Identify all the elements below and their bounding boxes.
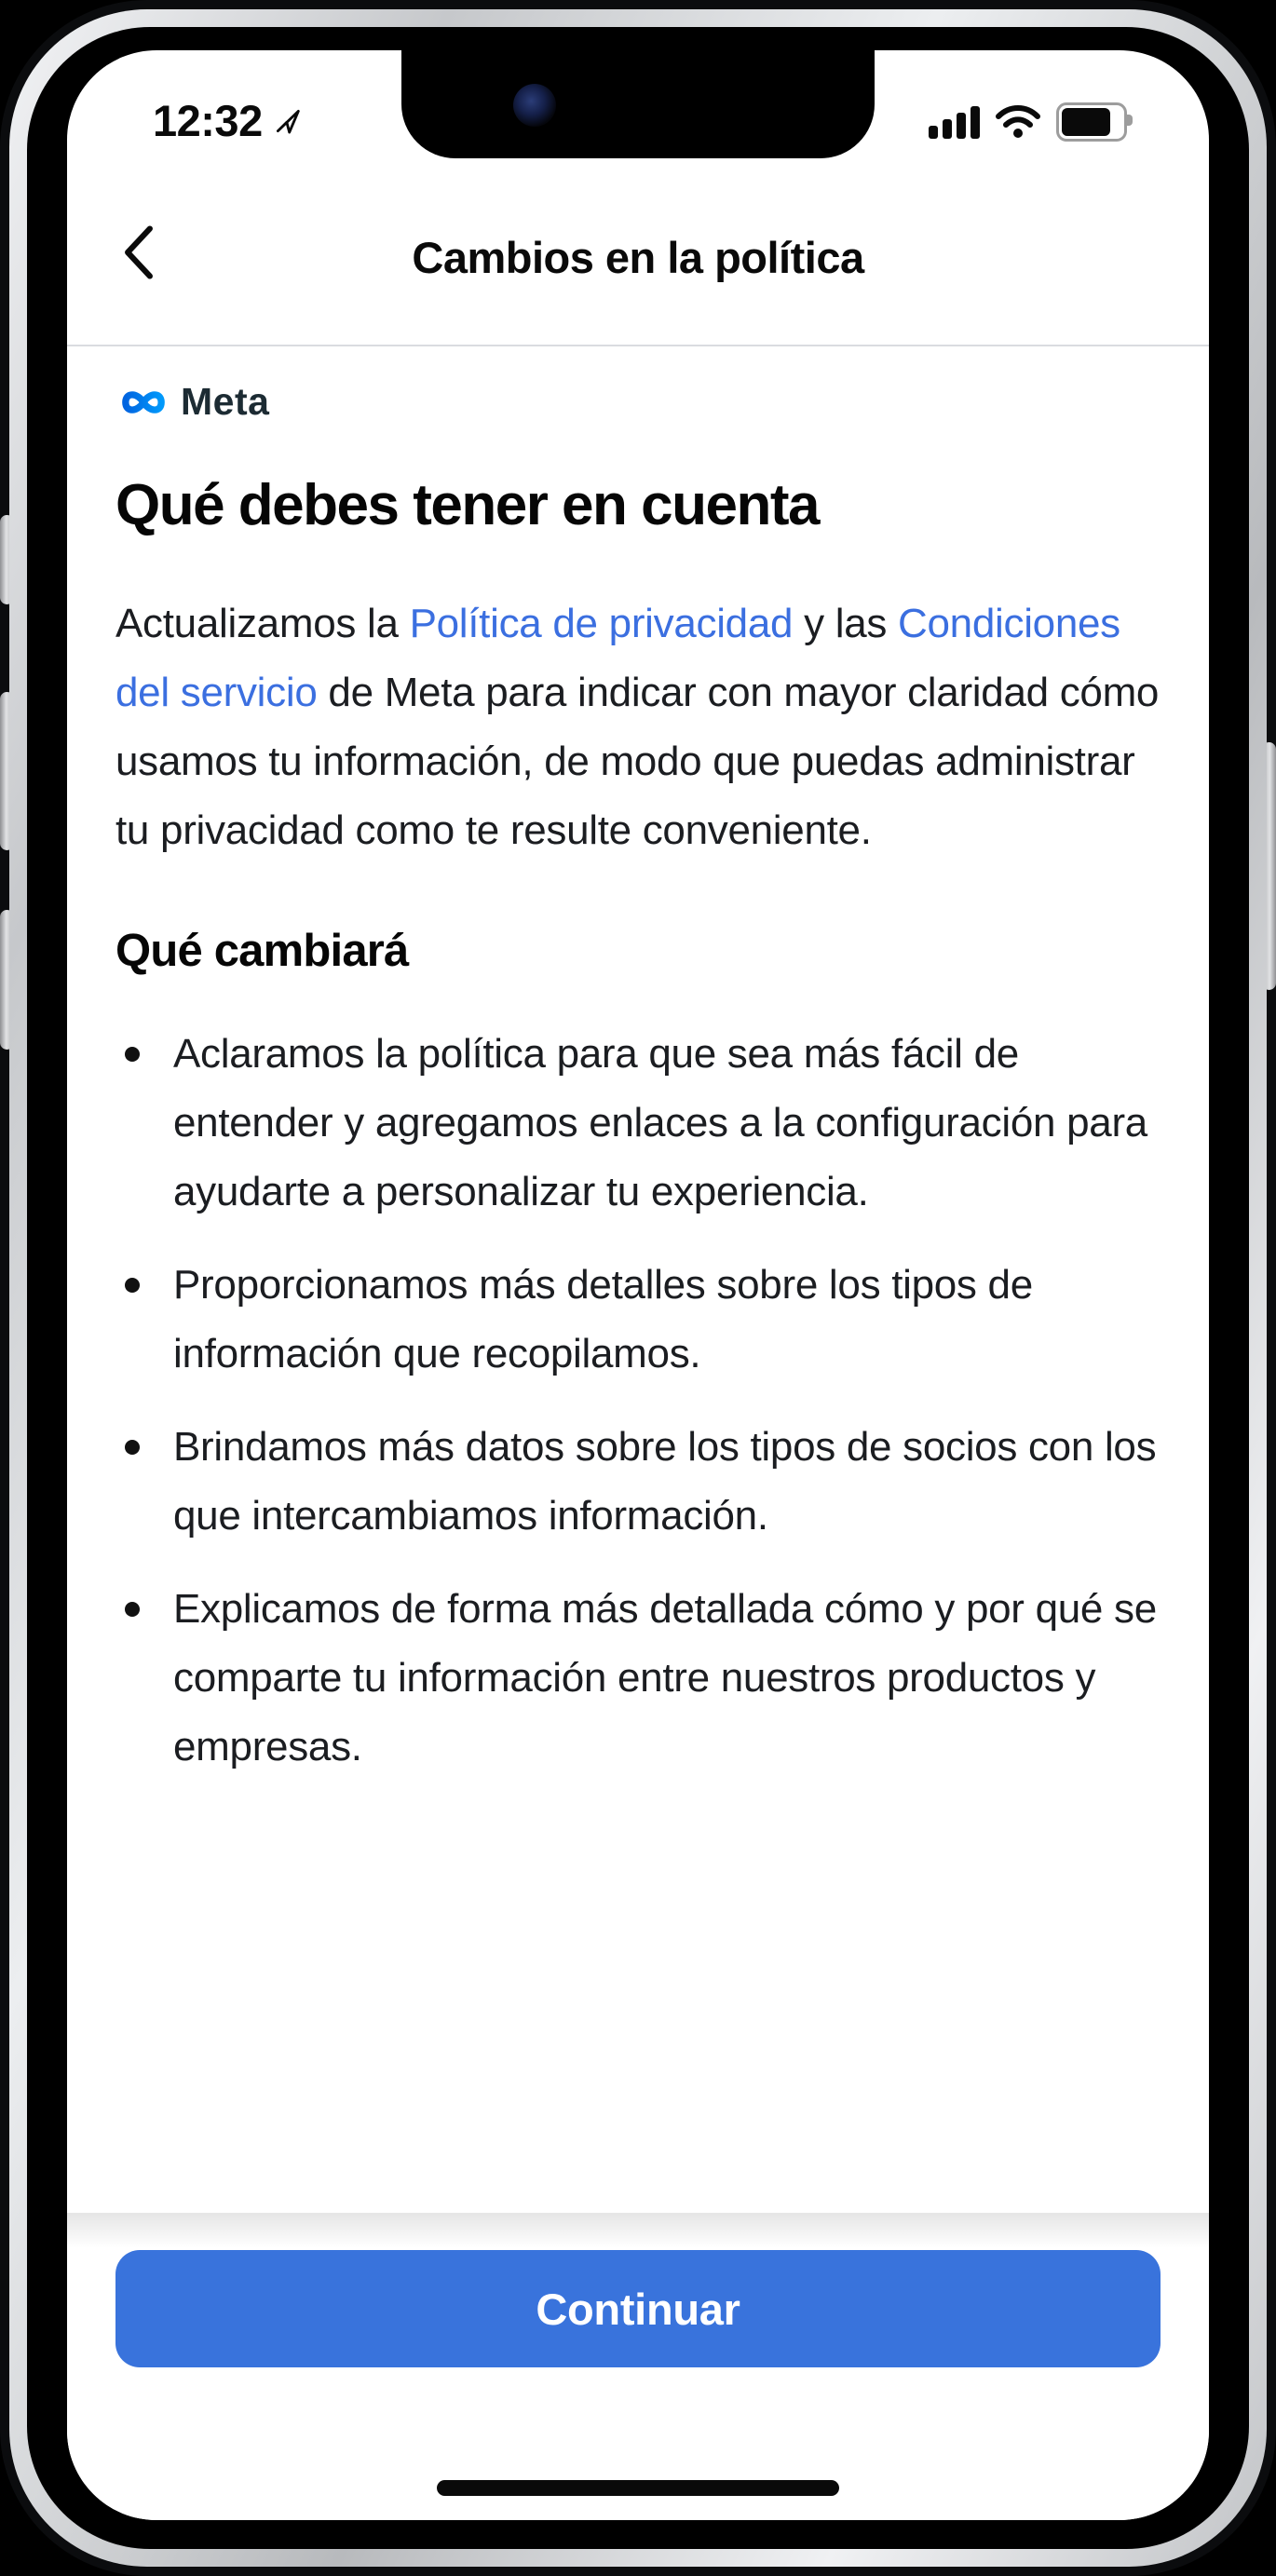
wifi-icon <box>995 104 1041 140</box>
intro-paragraph <box>115 590 1161 865</box>
continue-button-label: Continuar <box>536 2284 740 2334</box>
location-arrow-icon <box>272 105 304 137</box>
nav-bar <box>67 169 1209 346</box>
notch <box>401 50 875 158</box>
screen <box>67 50 1209 2520</box>
status-time: 12:32 <box>153 96 263 145</box>
page-title: Cambios en la política <box>412 232 864 282</box>
intro-text-1: Actualizamos la <box>115 601 410 646</box>
cellular-signal-icon <box>929 105 980 139</box>
list-item: Proporcionamos más detalles sobre los tipos de información que recopilamos. <box>115 1251 1161 1389</box>
meta-wordmark: Meta <box>181 380 270 423</box>
policy-content <box>67 380 1209 1782</box>
list-item: Explicamos de forma más detallada cómo y por qué se comparte tu información entre nuestros productos y empresas. <box>115 1575 1161 1782</box>
sub-heading: Qué cambiará <box>115 926 409 976</box>
home-indicator[interactable] <box>437 2480 839 2496</box>
meta-infinity-icon <box>115 384 171 421</box>
continue-button[interactable] <box>115 2250 1161 2367</box>
privacy-policy-link[interactable]: Política de privacidad <box>409 601 794 646</box>
terms-of-service-link[interactable]: Condiciones del servicio <box>115 601 1120 715</box>
list-item: Aclaramos la política para que sea más fácil de entender y agregamos enlaces a la configuración para ayudarte a personalizar tu experiencia. <box>115 1020 1161 1227</box>
intro-text-2: y las <box>793 601 899 646</box>
intro-text-3: de Meta para indicar con mayor claridad cómo usamos tu información, de modo que puedas administrar tu privacidad como te resulte conveniente. <box>115 670 1160 853</box>
list-item: Brindamos más datos sobre los tipos de socios con los que intercambiamos información. <box>115 1413 1161 1551</box>
battery-icon <box>1056 102 1127 142</box>
front-camera <box>513 84 556 127</box>
changes-list <box>115 1020 1161 1782</box>
meta-brand <box>115 380 1161 424</box>
footer-bar <box>67 2213 1209 2520</box>
main-heading: Qué debes tener en cuenta <box>115 473 819 537</box>
